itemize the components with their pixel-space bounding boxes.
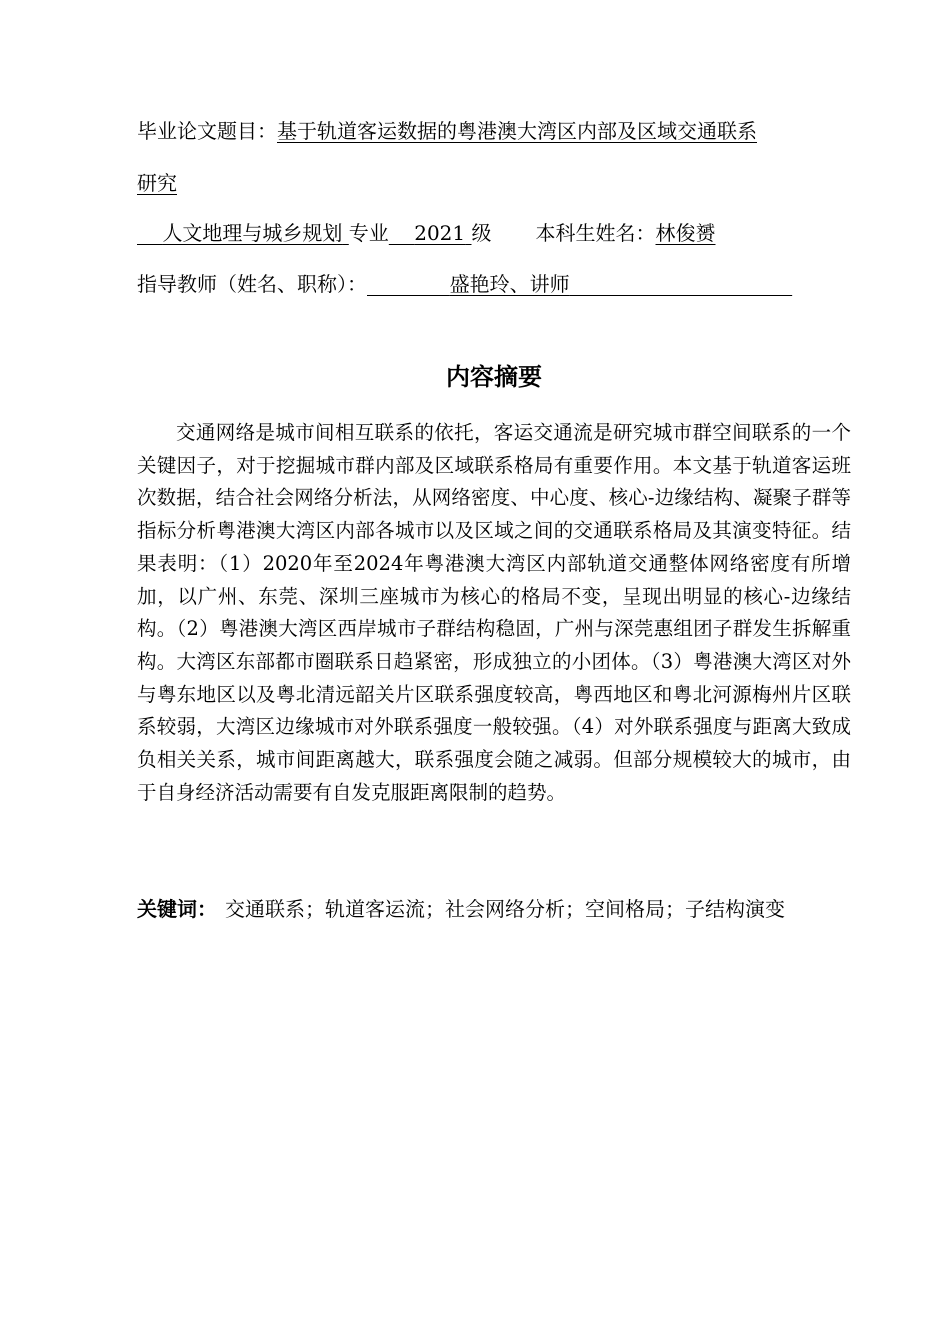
thesis-title-label: 毕业论文题目： xyxy=(137,119,277,143)
abstract-heading: 内容摘要 xyxy=(446,363,542,391)
year-value: 2021 xyxy=(414,221,466,245)
major-info-line xyxy=(137,219,716,247)
thesis-title-part2: 研究 xyxy=(137,171,177,195)
thesis-title-line-2 xyxy=(137,169,177,197)
thesis-title-line xyxy=(137,117,757,145)
advisor-label: 指导教师（姓名、职称）： xyxy=(137,272,367,296)
student-label: 本科生姓名： xyxy=(535,221,656,245)
keywords-label: 关键词： xyxy=(137,897,217,921)
advisor-value: 盛艳玲、讲师 xyxy=(449,272,570,296)
advisor-line xyxy=(137,270,792,298)
major-label: 专业 xyxy=(348,221,389,245)
abstract-body: 交通网络是城市间相互联系的依托，客运交通流是研究城市群空间联系的一个关键因子，对于挖掘城市群内部及区域联系格局有重要作用。本文基于轨道客运班次数据，结合社会网络分析法，从网络密度、中心度、核心-边缘结构、凝聚子群等指标分析粤港澳大湾区内部各城市以及区域之间的交通联系格局及其演变特征。结果表明：（1）2020年至2024年粤港澳大湾区内部轨道交通整体网络密度有所增加，以广州、东莞、深圳三座城市为核心的格局不变，呈现出明显的核心-边缘结构。（2）粤港澳大湾区西岸城市子群结构稳固，广州与深莞惠组团子群发生拆解重构。大湾区东部都市圈联系日趋紧密，形成独立的小团体。（3）粤港澳大湾区对外与粤东地区以及粤北清远韶关片区联系强度较高，粤西地区和粤北河源梅州片区联系较弱，大湾区边缘城市对外联系强度一般较强。（4）对外联系强度与距离大致成负相关关系，城市间距离越大，联系强度会随之减弱。但部分规模较大的城市，由于自身经济活动需要有自发克服距离限制的趋势。 xyxy=(137,421,851,804)
keywords-text: 交通联系；轨道客运流；社会网络分析；空间格局；子结构演变 xyxy=(225,897,785,921)
thesis-title-part1: 基于轨道客运数据的粤港澳大湾区内部及区域交通联系 xyxy=(277,119,757,143)
keywords-block xyxy=(137,892,837,926)
major-value: 人文地理与城乡规划 xyxy=(162,221,343,245)
year-label: 级 xyxy=(471,221,492,245)
student-name: 林俊赟 xyxy=(655,221,716,245)
